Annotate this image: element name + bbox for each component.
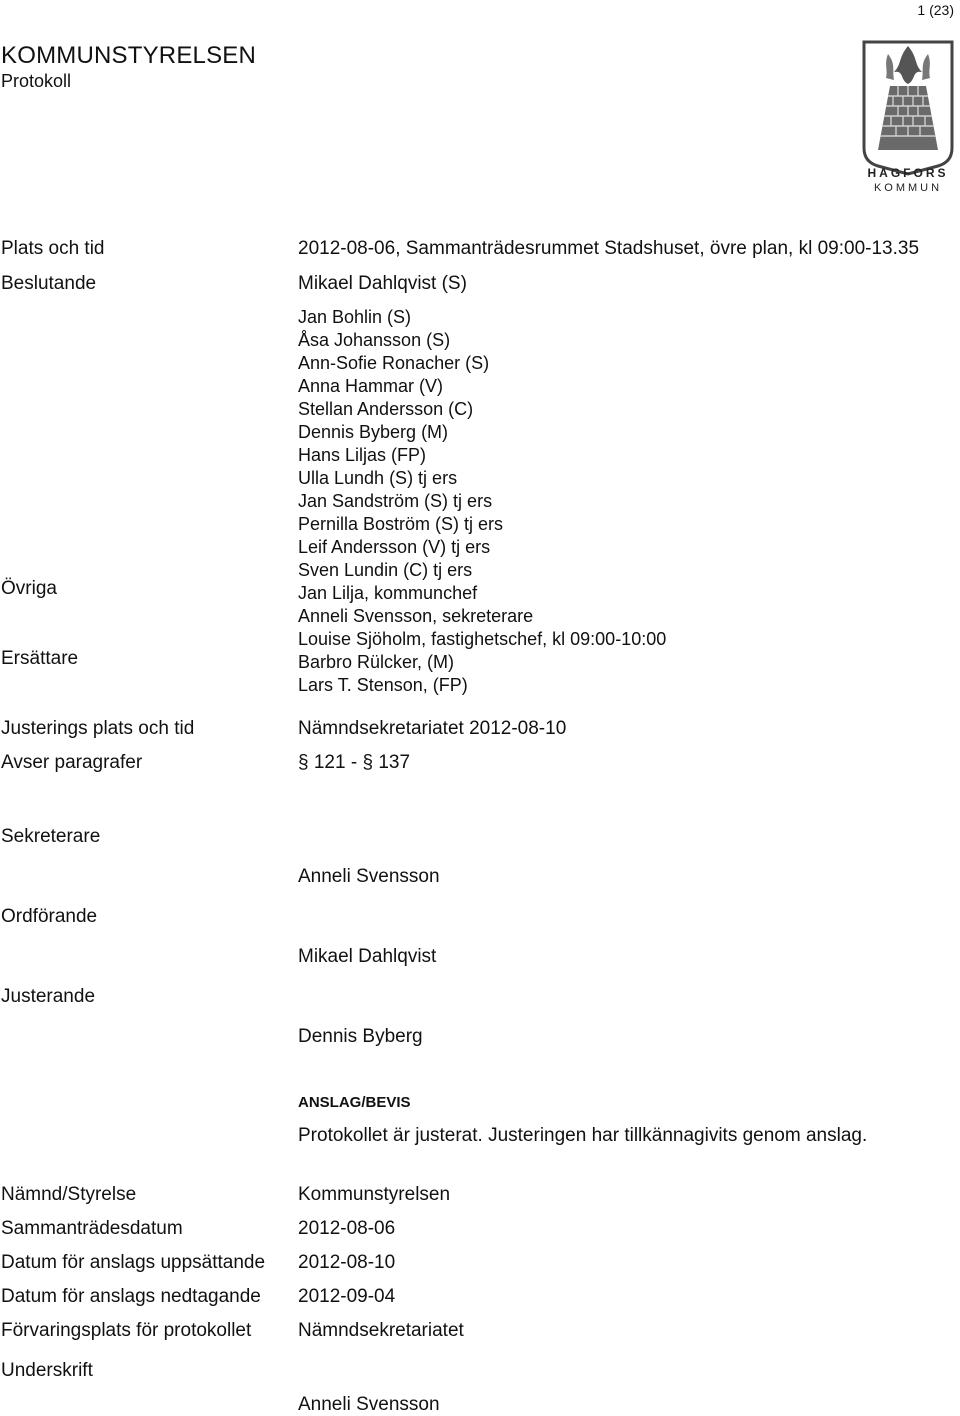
- member-item: Åsa Johansson (S): [298, 330, 451, 350]
- member-item: Hans Liljas (FP): [298, 445, 427, 465]
- member-item: Anna Hammar (V): [298, 376, 444, 396]
- anslag-uppsattande-label: Datum för anslags uppsättande: [1, 1252, 266, 1273]
- hagfors-kommun-logo: [858, 40, 958, 195]
- underskrift-label: Underskrift: [1, 1360, 93, 1381]
- member-item: Jan Bohlin (S): [298, 307, 412, 327]
- section-sign-icon: §: [362, 752, 374, 773]
- ersattare-label: Ersättare: [1, 648, 79, 669]
- justerande-label: Justerande: [1, 986, 96, 1007]
- logo-text-kommun: KOMMUN: [873, 182, 943, 194]
- sekreterare-label: Sekreterare: [1, 826, 101, 847]
- ordforande-name: Mikael Dahlqvist: [298, 946, 437, 967]
- member-item: Barbro Rülcker, (M): [298, 652, 455, 672]
- namnd-value: Kommunstyrelsen: [298, 1184, 451, 1205]
- member-item: Stellan Andersson (C): [298, 399, 474, 419]
- member-item: Lars T. Stenson, (FP): [298, 675, 468, 695]
- logo-emblem: [858, 40, 958, 195]
- paragraph-to: 137: [378, 752, 411, 773]
- member-item: Ann-Sofie Ronacher (S): [298, 353, 490, 373]
- justerande-name: Dennis Byberg: [298, 1026, 423, 1047]
- justering-label: Justerings plats och tid: [1, 718, 195, 739]
- anslag-uppsattande-value: 2012-08-10: [298, 1252, 396, 1273]
- member-item: Sven Lundin (C) tj ers: [298, 560, 473, 580]
- avser-paragrafer-label: Avser paragrafer: [1, 752, 143, 773]
- chair-name: Mikael Dahlqvist (S): [298, 273, 467, 294]
- member-item: Jan Sandström (S) tj ers: [298, 491, 493, 511]
- member-item: Leif Andersson (V) tj ers: [298, 537, 491, 557]
- member-item: Pernilla Boström (S) tj ers: [298, 514, 504, 534]
- plats-och-tid-label: Plats och tid: [1, 238, 105, 259]
- forvaringsplats-value: Nämndsekretariatet: [298, 1320, 464, 1341]
- section-sign-icon: §: [298, 752, 309, 773]
- paragraph-range: [298, 751, 410, 774]
- paragraph-from: 121 -: [313, 752, 358, 773]
- sammantradesdatum-value: 2012-08-06: [298, 1218, 396, 1239]
- logo-text-hagfors: HAGFORS: [867, 166, 949, 180]
- sammantradesdatum-label: Sammanträdesdatum: [1, 1218, 183, 1239]
- page-number: 1 (23): [917, 2, 954, 18]
- anslag-nedtagande-label: Datum för anslags nedtagande: [1, 1286, 261, 1307]
- sekreterare-name: Anneli Svensson: [298, 866, 440, 887]
- org-title: KOMMUNSTYRELSEN: [1, 42, 257, 69]
- member-item: Anneli Svensson, sekreterare: [298, 606, 534, 626]
- ordforande-label: Ordförande: [1, 906, 98, 927]
- anslag-nedtagande-value: 2012-09-04: [298, 1286, 396, 1307]
- forvaringsplats-label: Förvaringsplats för protokollet: [1, 1320, 252, 1341]
- anslag-heading: ANSLAG/BEVIS: [298, 1094, 411, 1111]
- justering-value: Nämndsekretariatet 2012-08-10: [298, 718, 567, 739]
- plats-och-tid-value: 2012-08-06, Sammanträdesrummet Stadshuset, övre plan, kl 09:00-13.35: [298, 238, 920, 259]
- member-item: Jan Lilja, kommunchef: [298, 583, 478, 603]
- underskrift-name: Anneli Svensson: [298, 1394, 440, 1415]
- namnd-label: Nämnd/Styrelse: [1, 1184, 137, 1205]
- member-item: Louise Sjöholm, fastighetschef, kl 09:00-10:00: [298, 629, 667, 649]
- anslag-statement: Protokollet är justerat. Justeringen har tillkännagivits genom anslag.: [298, 1125, 868, 1146]
- member-item: Ulla Lundh (S) tj ers: [298, 468, 458, 488]
- beslutande-label: Beslutande: [1, 273, 97, 294]
- doc-type: Protokoll: [1, 71, 72, 91]
- member-item: Dennis Byberg (M): [298, 422, 449, 442]
- ovriga-label: Övriga: [1, 578, 57, 599]
- member-list: [298, 306, 666, 697]
